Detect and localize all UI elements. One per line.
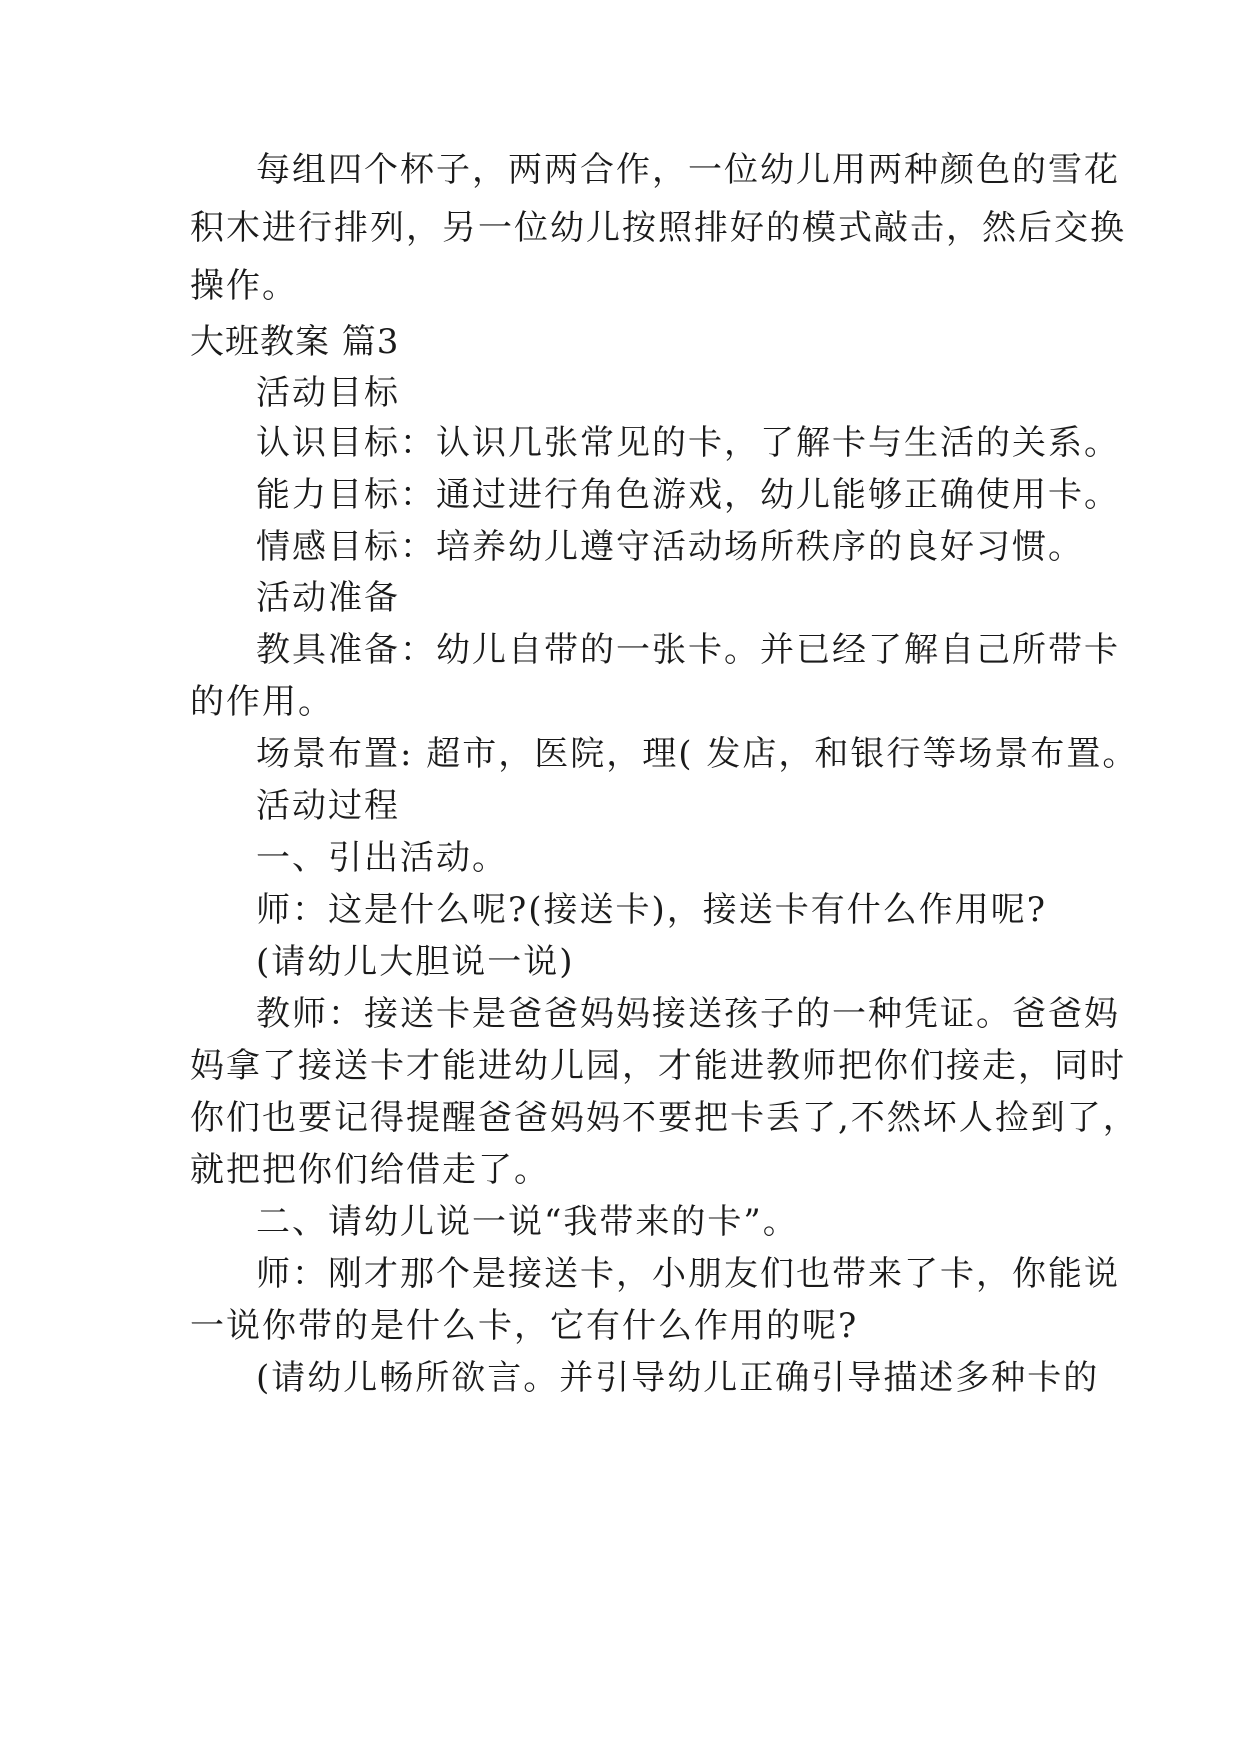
paragraph-line: 每组四个杯子，两两合作，一位幼儿用两种颜色的雪花: [256, 150, 1120, 190]
subheading: 活动准备: [256, 578, 400, 618]
subheading: 活动过程: [256, 786, 400, 826]
paragraph-line: 二、请幼儿说一说“我带来的卡”。: [256, 1202, 799, 1242]
paragraph-line: 场景布置: 超市，医院，理( 发店，和银行等场景布置。: [256, 734, 1139, 774]
paragraph-line: 能力目标：通过进行角色游戏，幼儿能够正确使用卡。: [256, 475, 1120, 515]
paragraph-line: 就把把你们给借走了。: [190, 1150, 550, 1190]
paragraph-line: 一、引出活动。: [256, 838, 508, 878]
paragraph-line: 操作。: [190, 266, 298, 306]
paragraph-line: 认识目标：认识几张常见的卡，了解卡与生活的关系。: [256, 423, 1120, 463]
paragraph-line: 一说你带的是什么卡，它有什么作用的呢?: [190, 1306, 859, 1346]
subheading: 活动目标: [256, 373, 400, 413]
paragraph-line: 妈拿了接送卡才能进幼儿园，才能进教师把你们接走，同时: [190, 1046, 1126, 1086]
paragraph-line: (请幼儿大胆说一说): [256, 942, 575, 982]
section-heading: 大班教案 篇3: [190, 322, 400, 362]
paragraph-line: 你们也要记得提醒爸爸妈妈不要把卡丢了,不然坏人捡到了，: [190, 1098, 1139, 1138]
paragraph-line: 师：刚才那个是接送卡，小朋友们也带来了卡，你能说: [256, 1254, 1120, 1294]
paragraph-line: 教师：接送卡是爸爸妈妈接送孩子的一种凭证。爸爸妈: [256, 994, 1120, 1034]
paragraph-line: 的作用。: [190, 682, 334, 722]
paragraph-line: (请幼儿畅所欲言。并引导幼儿正确引导描述多种卡的: [256, 1358, 1100, 1398]
paragraph-line: 积木进行排列，另一位幼儿按照排好的模式敲击，然后交换: [190, 208, 1126, 248]
paragraph-line: 教具准备：幼儿自带的一张卡。并已经了解自己所带卡: [256, 630, 1120, 670]
paragraph-line: 师：这是什么呢?(接送卡)，接送卡有什么作用呢?: [256, 890, 1047, 930]
paragraph-line: 情感目标：培养幼儿遵守活动场所秩序的良好习惯。: [256, 527, 1084, 567]
